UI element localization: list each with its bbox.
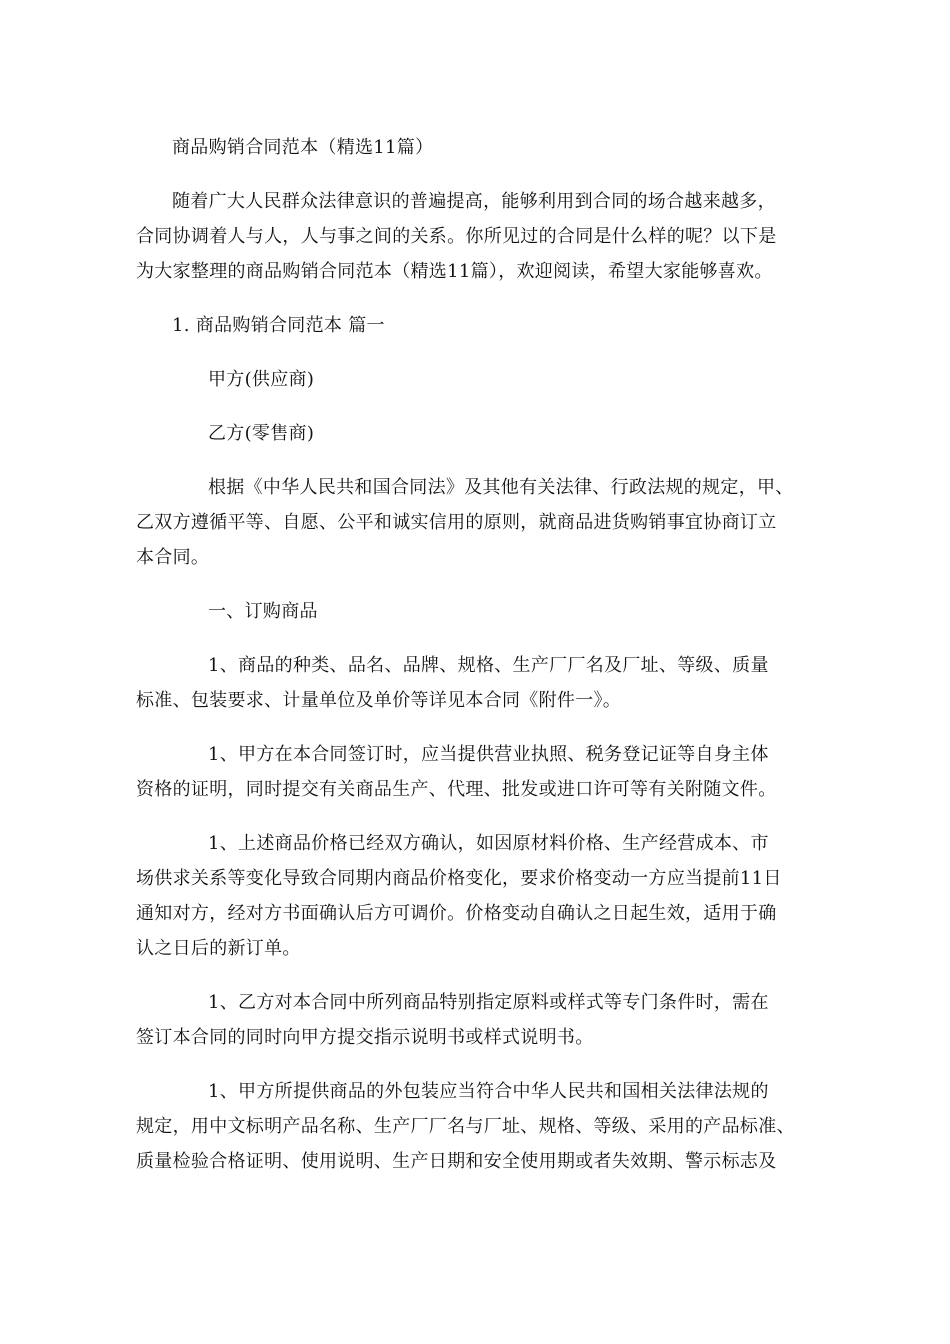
clause-heading: 一、订购商品 — [208, 601, 318, 622]
item-3-line-3: 通知对方，经对方书面确认后方可调价。价格变动自确认之日起生效，适用于确 — [136, 903, 777, 924]
item-2-line-2: 资格的证明，同时提交有关商品生产、代理、批发或进口许可等有关附随文件。 — [136, 779, 777, 800]
item-2-line-1: 1、甲方在本合同签订时，应当提供营业执照、税务登记证等自身主体 — [208, 744, 769, 765]
item-3-line-4: 认之日后的新订单。 — [136, 938, 301, 959]
intro-line-1: 随着广大人民群众法律意识的普遍提高，能够利用到合同的场合越来越多， — [172, 191, 776, 212]
item-5-line-3: 质量检验合格证明、使用说明、生产日期和安全使用期或者失效期、警示标志及 — [136, 1151, 777, 1172]
preamble-line-2: 乙双方遵循平等、自愿、公平和诚实信用的原则，就商品进货购销事宜协商订立 — [136, 512, 777, 533]
item-4-line-1: 1、乙方对本合同中所列商品特别指定原料或样式等专门条件时，需在 — [208, 992, 769, 1013]
intro-line-3: 为大家整理的商品购销合同范本（精选11篇），欢迎阅读，希望大家能够喜欢。 — [136, 261, 773, 282]
document-title: 商品购销合同范本（精选11篇） — [172, 137, 434, 158]
item-5-line-2: 规定，用中文标明产品名称、生产厂厂名与厂址、规格、等级、采用的产品标准、 — [136, 1116, 795, 1137]
intro-line-2: 合同协调着人与人，人与事之间的关系。你所见过的合同是什么样的呢？以下是 — [136, 226, 777, 247]
item-1-line-1: 1、商品的种类、品名、品牌、规格、生产厂厂名及厂址、等级、质量 — [208, 655, 769, 676]
item-4-line-2: 签订本合同的同时向甲方提交指示说明书或样式说明书。 — [136, 1027, 594, 1048]
item-3-line-1: 1、上述商品价格已经双方确认，如因原材料价格、生产经营成本、市 — [208, 833, 769, 854]
section-heading: 1. 商品购销合同范本 篇一 — [172, 315, 385, 336]
item-5-line-1: 1、甲方所提供商品的外包装应当符合中华人民共和国相关法律法规的 — [208, 1081, 769, 1102]
item-1-line-2: 标准、包装要求、计量单位及单价等详见本合同《附件一》。 — [136, 690, 622, 711]
item-3-line-2: 场供求关系等变化导致合同期内商品价格变化，要求价格变动一方应当提前11日 — [136, 868, 782, 889]
preamble-line-1: 根据《中华人民共和国合同法》及其他有关法律、行政法规的规定，甲、 — [208, 477, 794, 498]
party-a: 甲方(供应商) — [208, 369, 315, 390]
party-b: 乙方(零售商) — [208, 423, 315, 444]
preamble-line-3: 本合同。 — [136, 547, 210, 568]
